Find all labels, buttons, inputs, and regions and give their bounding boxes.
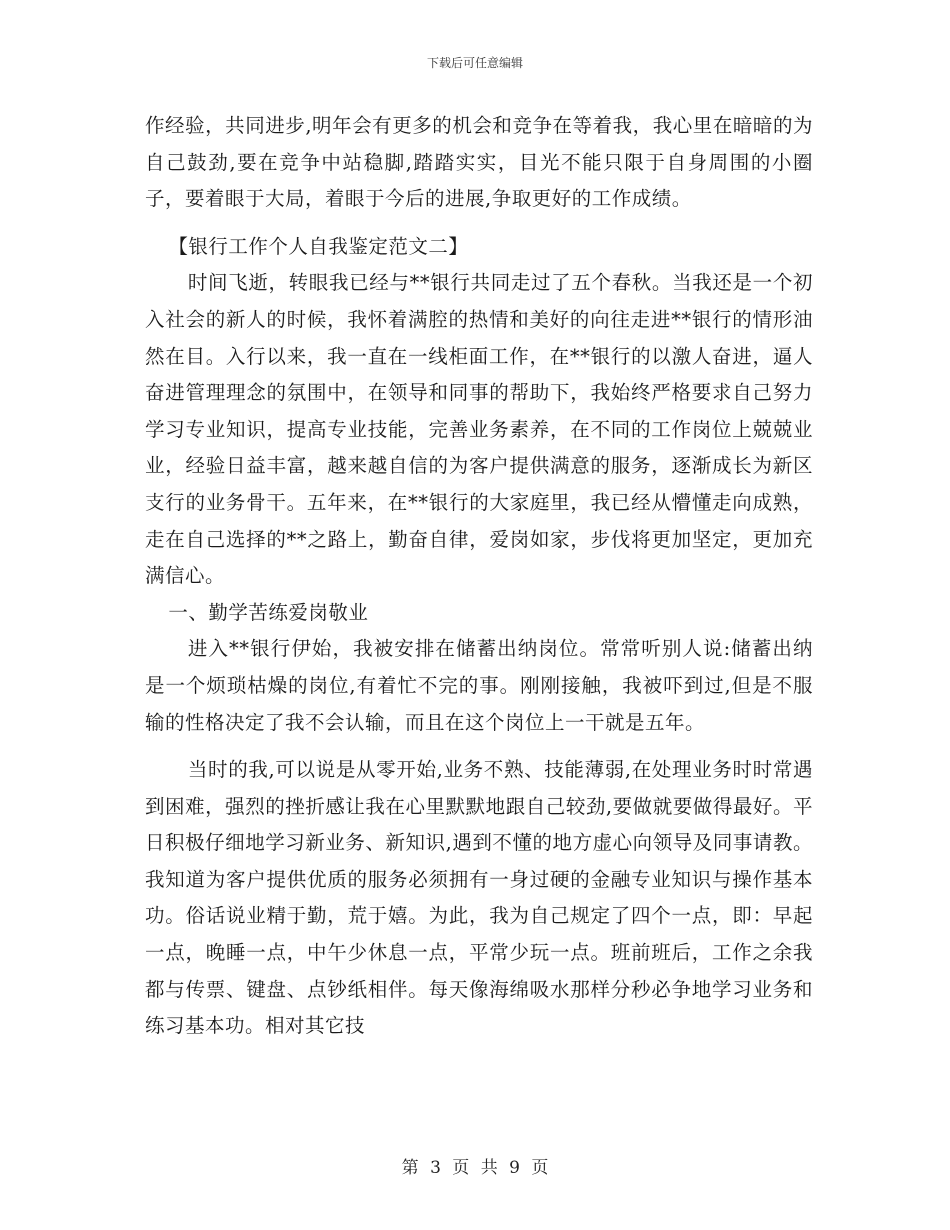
paragraph-continued: 作经验，共同进步,明年会有更多的机会和竞争在等着我，我心里在暗暗的为自己鼓劲,要在竞争中站稳脚,踏踏实实，目光不能只限于自身周围的小圈子，要着眼于大局，着眼于今后的进展,争取更好的工作成绩。: [145, 114, 813, 211]
footer-page-word: 页: [452, 1158, 470, 1178]
header-note: 下载后可任意编辑: [426, 56, 523, 70]
footer-total-word: 共: [480, 1158, 498, 1178]
subsection-title: 一、勤学苦练爱岗敬业: [168, 600, 369, 624]
section-heading: 【银行工作个人自我鉴定范文二】: [168, 234, 469, 258]
footer-current-page: 3: [430, 1158, 441, 1178]
footer-total-pages: 9: [509, 1158, 520, 1178]
footer-suffix: 页: [531, 1158, 549, 1178]
page-footer: [0, 1153, 950, 1178]
paragraph: 进入**银行伊始，我被安排在储蓄出纳岗位。常常听别人说:储蓄出纳是一个烦琐枯燥的岗位,有着忙不完的事。刚刚接触，我被吓到过,但是不服输的性格决定了我不会认输，而且在这个岗位上一干就是五年。: [145, 637, 813, 734]
paragraph: 时间飞逝，转眼我已经与**银行共同走过了五个春秋。当我还是一个初入社会的新人的时候，我怀着满腔的热情和美好的向往走进**银行的情形油然在目。入行以来，我一直在一线柜面工作，在**银行的以激人奋进，逼人奋进管理理念的氛围中，在领导和同事的帮助下，我始终严格要求自己努力学习专业知识，提高专业技能，完善业务素养，在不同的工作岗位上兢兢业业，经验日益丰富，越来越自信的为客户提供满意的服务，逐渐成长为新区支行的业务骨干。五年来，在**银行的大家庭里，我已经从懵懂走向成熟，走在自己选择的**之路上，勤奋自律，爱岗如家，步伐将更加坚定，更加充满信心。: [145, 271, 813, 588]
footer-prefix: 第: [401, 1158, 419, 1178]
page-header: [0, 54, 950, 71]
paragraph: 当时的我,可以说是从零开始,业务不熟、技能薄弱,在处理业务时时常遇到困难，强烈的挫折感让我在心里默默地跟自己较劲,要做就要做得最好。平日积极仔细地学习新业务、新知识,遇到不懂的地方虚心向领导及同事请教。我知道为客户提供优质的服务必须拥有一身过硬的金融专业知识与操作基本功。俗话说业精于勤，荒于嬉。为此，我为自己规定了四个一点，即：早起一点，晚睡一点，中午少休息一点，平常少玩一点。班前班后，工作之余我都与传票、键盘、点钞纸相伴。每天像海绵吸水那样分秒必争地学习业务和练习基本功。相对其它技: [145, 758, 813, 1038]
document-body: [145, 108, 813, 1045]
